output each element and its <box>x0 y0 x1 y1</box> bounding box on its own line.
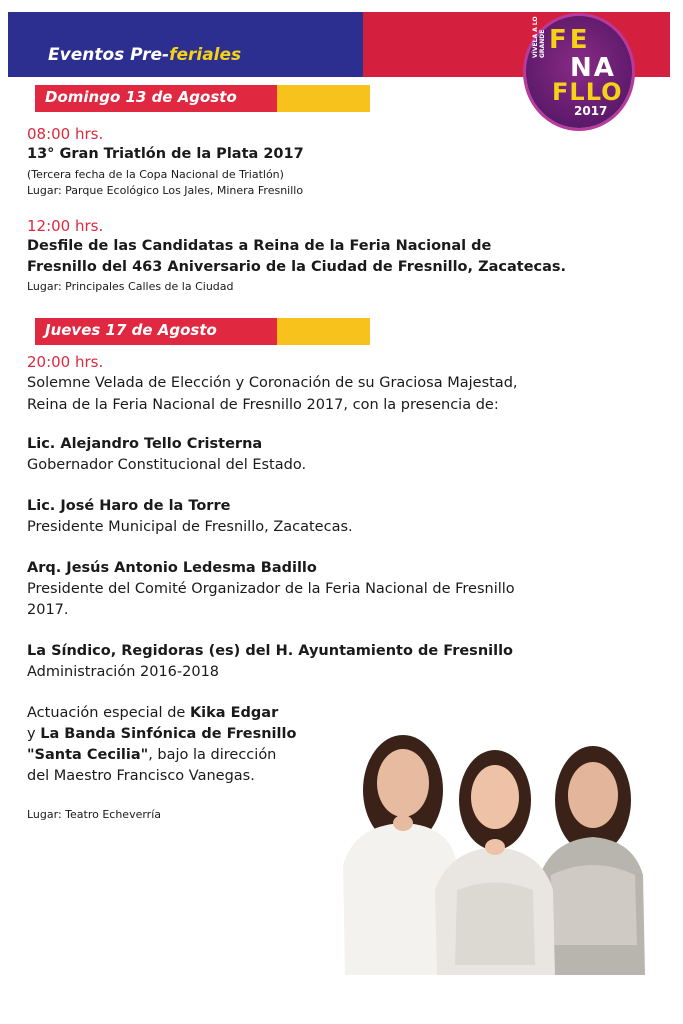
special-line1: Actuación especial de Kika Edgar <box>27 705 279 721</box>
logo-fe: FE <box>549 25 591 55</box>
event3-intro-line1: Solemne Velada de Elección y Coronación de su Graciosa Majestad, <box>27 375 518 391</box>
event3-intro-line2: Reina de la Feria Nacional de Fresnillo 2017, con la presencia de: <box>27 397 499 413</box>
special-line4: del Maestro Francisco Vanegas. <box>27 768 255 784</box>
guest-name: Arq. Jesús Antonio Ledesma Badillo <box>27 560 317 576</box>
guest-role-cont: 2017. <box>27 602 69 618</box>
page-title: Eventos Pre-feriales <box>48 45 242 65</box>
event1-note: (Tercera fecha de la Copa Nacional de Triatlón) <box>27 168 284 181</box>
event3-time: 20:00 hrs. <box>27 353 104 371</box>
special-line2: y La Banda Sinfónica de Fresnillo <box>27 726 297 742</box>
guest-role: Presidente del Comité Organizador de la Feria Nacional de Fresnillo <box>27 581 515 597</box>
event2-place: Lugar: Principales Calles de la Ciudad <box>27 280 234 293</box>
guest-name: Lic. José Haro de la Torre <box>27 498 231 514</box>
logo-na: NA <box>570 53 616 83</box>
date-bar-day2: Jueves 17 de Agosto <box>35 318 370 345</box>
event3-place: Lugar: Teatro Echeverría <box>27 808 162 821</box>
guest-role: Gobernador Constitucional del Estado. <box>27 457 307 473</box>
guest-role: Presidente Municipal de Fresnillo, Zacatecas. <box>27 519 353 535</box>
special-line3: "Santa Cecilia", bajo la dirección <box>27 747 277 763</box>
event2-title-line1: Desfile de las Candidatas a Reina de la Feria Nacional de <box>27 238 492 254</box>
event2-title-line2: Fresnillo del 463 Aniversario de la Ciudad de Fresnillo, Zacatecas. <box>27 259 567 275</box>
guest-role: Administración 2016-2018 <box>27 664 220 680</box>
logo-year: 2017 <box>574 104 608 118</box>
guest-name: La Síndico, Regidoras (es) del H. Ayuntamiento de Fresnillo <box>27 643 514 659</box>
event1-time: 08:00 hrs. <box>27 125 104 143</box>
event1-place: Lugar: Parque Ecológico Los Jales, Minera Fresnillo <box>27 184 304 197</box>
logo-fllo: FLLO <box>552 78 623 106</box>
candidates-photo <box>325 715 663 975</box>
guest-name: Lic. Alejandro Tello Cristerna <box>27 436 263 452</box>
event2-time: 12:00 hrs. <box>27 217 104 235</box>
date-bar-day1: Domingo 13 de Agosto <box>35 85 370 112</box>
fenafllo-logo: VÍVELA A LO GRANDE FE NA FLLO 2017 <box>526 16 632 128</box>
event1-title: 13° Gran Triatlón de la Plata 2017 <box>27 146 304 162</box>
